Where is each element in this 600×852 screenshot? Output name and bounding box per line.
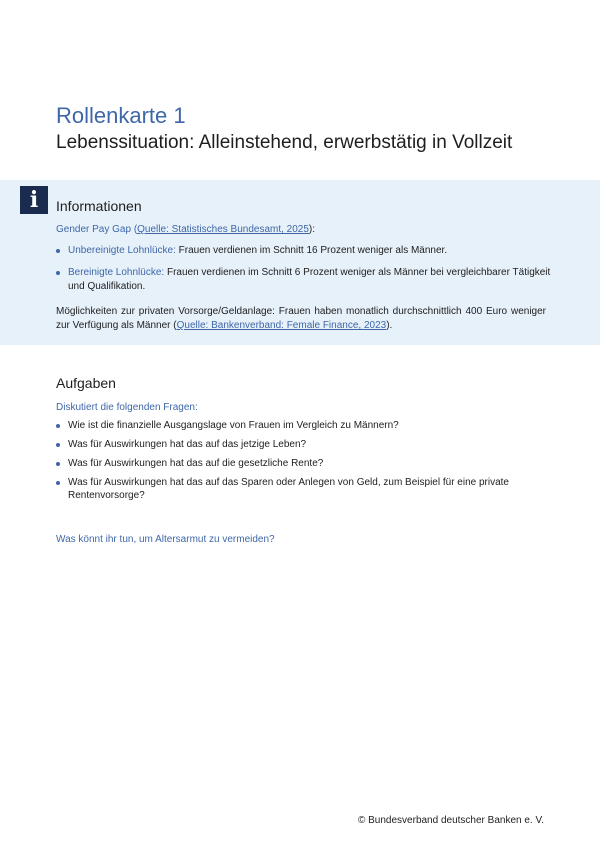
list-item-text: Frauen verdienen im Schnitt 16 Prozent weniger als Männer. xyxy=(175,245,448,256)
list-item: Was für Auswirkungen hat das auf die gesetzliche Rente? xyxy=(56,457,516,470)
list-item: Was für Auswirkungen hat das auf das Sparen oder Anlegen von Geld, zum Beispiel für eine private Rentenvorsorge? xyxy=(56,476,516,502)
source-link-bankenverband[interactable]: Quelle: Bankenverband: Female Finance, 2023 xyxy=(176,320,387,331)
page-subtitle: Lebenssituation: Alleinstehend, erwerbstätig in Vollzeit xyxy=(56,132,513,153)
tasks-list xyxy=(56,419,516,508)
copyright-footer: © Bundesverband deutscher Banken e. V. xyxy=(357,815,544,826)
tasks-intro: Diskutiert die folgenden Fragen: xyxy=(56,402,198,413)
vorsorge-text: Möglichkeiten zur privaten Vorsorge/Geldanlage: Frauen haben monatlich durchschnittlich 400 Euro weniger zur Verfügung als Männer ( xyxy=(56,306,546,331)
list-item-label: Bereinigte Lohnlücke: xyxy=(68,267,165,278)
gender-pay-gap-suffix: ): xyxy=(308,224,316,235)
list-item-text: Frauen verdienen im Schnitt 6 Prozent weniger als Männer bei vergleichbarer Tätigkeit und Qualifikation. xyxy=(68,267,551,292)
source-link-statistisches-bundesamt[interactable]: Quelle: Statistisches Bundesamt, 2025 xyxy=(137,224,309,235)
list-item: Was für Auswirkungen hat das auf das jetzige Leben? xyxy=(56,438,516,451)
pay-gap-list xyxy=(56,244,556,302)
list-item-label: Unbereinigte Lohnlücke: xyxy=(68,245,176,256)
information-heading: Informationen xyxy=(56,198,142,214)
list-item: Wie ist die finanzielle Ausgangslage von Frauen im Vergleich zu Männern? xyxy=(56,419,516,432)
page-title: Rollenkarte 1 xyxy=(56,103,186,128)
tasks-heading: Aufgaben xyxy=(56,375,116,391)
closing-question: Was könnt ihr tun, um Altersarmut zu vermeiden? xyxy=(56,534,275,545)
gender-pay-gap-label: Gender Pay Gap ( xyxy=(56,224,138,235)
vorsorge-suffix: ). xyxy=(386,320,393,331)
list-item xyxy=(56,244,556,258)
info-icon: i xyxy=(20,186,48,214)
vorsorge-paragraph xyxy=(56,305,546,333)
gender-pay-gap-line xyxy=(56,223,315,237)
list-item xyxy=(56,266,556,294)
